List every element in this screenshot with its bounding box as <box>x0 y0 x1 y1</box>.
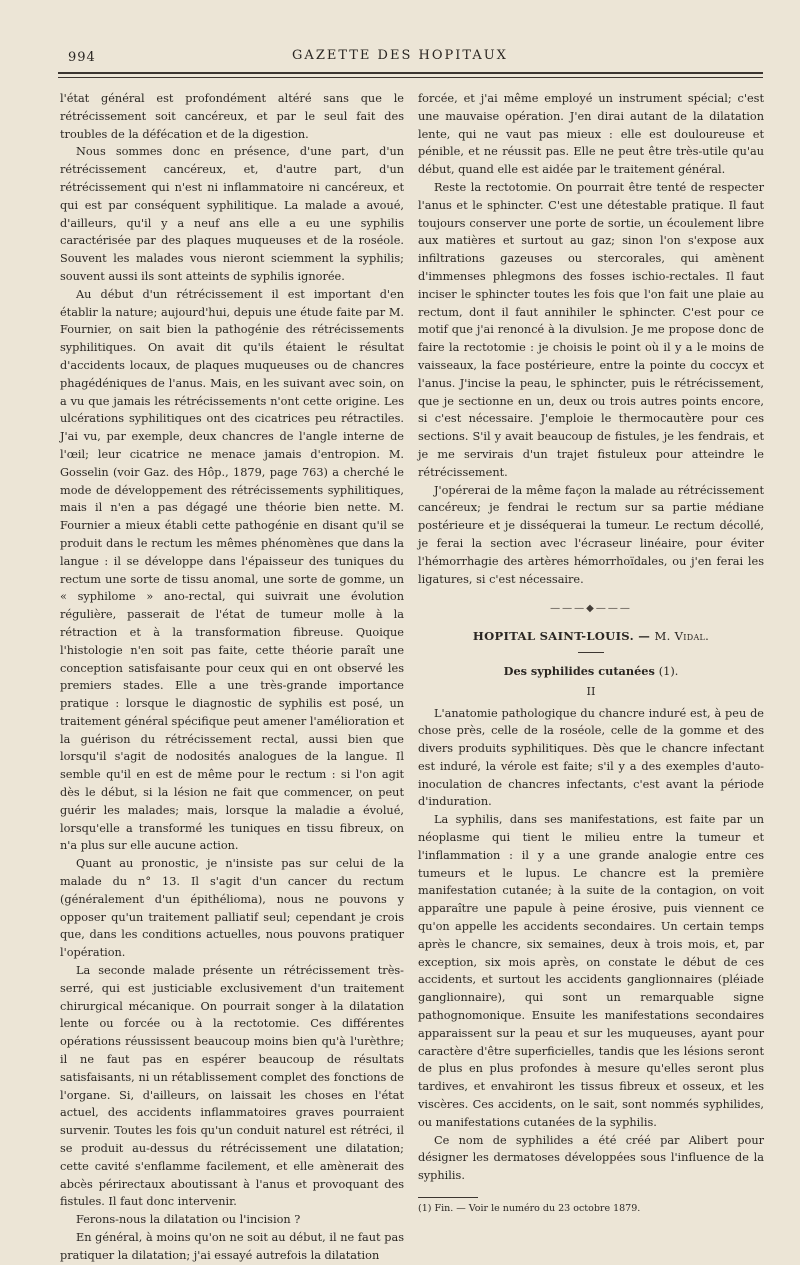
paragraph: Ce nom de syphilides a été créé par Alibert pour désigner les dermatoses développées sous l'influence de la syphilis. <box>418 1133 764 1183</box>
paragraph: L'anatomie pathologique du chancre induré est, à peu de chose près, celle de la roséole, celle de la gomme et des divers produits syphilitiques. Dès que le chancre infectant est induré, la vérole est faite; s'il y a des exemples d'auto-inoculation de chancres infectants, c'est avant la période d'induration. <box>418 706 764 809</box>
hospital-heading <box>418 628 764 646</box>
section-number: II <box>586 684 596 698</box>
page-number: 994 <box>68 50 96 65</box>
journal-title: GAZETTE DES HOPITAUX <box>292 48 508 63</box>
paragraph: Quant au pronostic, je n'insiste pas sur celui de la malade du n° 13. Il s'agit d'un cancer du rectum (généralement d'un épithélioma), nous ne pouvons y opposer qu'un traitement palliatif seul; cependant je crois que, dans les conditions actuelles, nous pouvons pratiquer l'opération. <box>60 857 404 960</box>
footnote: (1) Fin. — Voir le numéro du 23 octobre 1879. <box>418 1203 641 1215</box>
paragraph: La seconde malade présente un rétrécissement très-serré, qui est justiciable exclusivement d'un traitement chirurgical mécanique. On pourrait songer à la dilatation lente ou forcée ou à la rectotomie. Ces différentes opérations réussissent beaucoup moins bien qu'à l'urèthre; il ne faut pas en espérer beaucoup de résultats satisfaisants, ni un rétablissement complet des fonctions de l'organe. Si, d'ailleurs, on laissait les choses en l'état actuel, des accidents inflammatoires graves pourraient survenir. Toutes les fois qu'un conduit naturel est rétréci, il se produit au-dessus du rétrécissement une dilatation; cette cavité s'enflamme facilement, et elle amènerait des abcès périrectaux aboutissant à l'anus et provoquant des fistules. Il faut donc intervenir. <box>60 964 404 1209</box>
heading-rule <box>578 652 604 653</box>
paragraph: J'opérerai de la même façon la malade au rétrécissement cancéreux; je fendrai le rectum sur sa partie médiane postérieure et je disséquerai la tumeur. Le rectum décollé, je ferai la section avec l'écraseur linéaire, pour éviter l'hémorrhagie des artères hémorrhoïdales, ou j'en ferai les ligatures, si c'est nécessaire. <box>418 483 764 586</box>
hospital-professor: M. Vidal. <box>654 629 710 644</box>
paragraph: Reste la rectotomie. On pourrait être tenté de respecter l'anus et le sphincter. C'est une détestable pratique. Il faut toujours conserver une porte de sortie, un écoulement libre aux matières et surtout au gaz; sinon l'on s'expose aux infiltrations gazeuses ou stercorales, qui amènent d'immenses phlegmons des fosses ischio-rectales. Il faut inciser le sphincter toutes les fois que l'on fait une plaie au rectum, dont il faut annihiler le sphincter. C'est pour ce motif que j'ai renoncé à la divulsion. Je me propose donc de faire la rectotomie : je choisis le point où il y a le moins de vaisseaux, la face postérieure, entre la pointe du coccyx et l'anus. J'incise la peau, le sphincter, puis le rétrécissement, que je sectionne en un, deux ou trois autres points encore, si c'est nécessaire. J'emploie le thermocautère pour ces sections. S'il y avait beaucoup de fistules, je les fendrais, et je me servirais d'un trajet fistuleux pour atteindre le rétrécissement. <box>418 180 764 479</box>
paragraph: Nous sommes donc en présence, d'une part, d'un rétrécissement cancéreux, et, d'autre part, d'un rétrécissement qui n'est ni inflammatoire ni cancéreux, et qui est par conséquent syphilitique. La malade a avoué, d'ailleurs, qu'il y a neuf ans elle a eu une syphilis caractérisée par des plaques muqueuses et de la roséole. Souvent les malades vous nieront sciemment la syphilis; souvent aussi ils sont atteints de syphilis ignorée. <box>60 145 404 283</box>
paragraph: La syphilis, dans ses manifestations, est faite par un néoplasme qui tient le milieu entre la tumeur et l'inflammation : il y a une grande analogie entre ces tumeurs et le lupus. Le chancre est la première manifestation cutanée; à la suite de la contagion, on voit apparaître une papule à peine érosive, puis viennent ce qu'on appelle les accidents secondaires. Un certain temps après le chancre, six semaines, deux à trois mois, et, par exception, six mois après, on constate le début de ces accidents, et surtout les accidents ganglionnaires (pléiade ganglionnaire), qui sont un remarquable signe pathognomonique. Ensuite les manifestations secondaires apparaissent sur la peau et sur les muqueuses, ayant pour caractère d'être superficielles, tandis que les lésions seront de plus en plus profondes à mesure qu'elles seront plus tardives, et envahiront les tissus fibreux et osseux, et les viscères. Ces accidents, on le sait, sont nommés syphilides, ou manifestations cutanées de la syphilis. <box>418 813 764 1129</box>
section-separator: ———◆——— <box>550 603 632 615</box>
paragraph: En général, à moins qu'on ne soit au début, il ne faut pas pratiquer la dilatation; j'ai essayé autrefois la dilatation <box>60 1231 404 1262</box>
header-rule-thick <box>58 72 763 74</box>
paragraph: l'état général est profondément altéré sans que le rétrécissement soit cancéreux, et par le seul fait des troubles de la défécation et de la digestion. <box>60 92 404 141</box>
header-rule-thin <box>58 77 763 78</box>
paragraph: Au début d'un rétrécissement il est important d'en établir la nature; aujourd'hui, depuis une étude faite par M. Fournier, on sait bien la pathogénie des rétrécissements syphilitiques. On avait dit qu'ils étaient le résultat d'accidents locaux, de plaques muqueuses ou de chancres phagédéniques de l'anus. Mais, en les suivant avec soin, on a vu que jamais les rétrécissements n'ont cette origine. Les ulcérations syphilitiques ont des cicatrices peu rétractiles. J'ai vu, par exemple, deux chancres de l'angle interne de l'œil; leur cicatrice ne menace jamais d'entropion. M. Gosselin (voir Gaz. des Hôp., 1879, page 763) a cherché le mode de développement des rétrécissements syphilitiques, mais il n'en a pas dégagé une théorie bien nette. M. Fournier a mieux établi cette pathogénie en disant qu'il se produit dans le rectum les mêmes phénomènes que dans la langue : il se développe dans l'épaisseur des tuniques du rectum une sorte de tissu anomal, une sorte de gomme, un « syphilome » ano-rectal, qui suivrait une évolution régulière, passerait de l'état de tumeur molle à la rétraction et à la transformation fibreuse. Quoique l'histologie n'en soit pas faite, cette théorie paraît une conception satisfaisante pour ceux qui en ont observé les premiers stades. Elle a une très-grande importance pratique : lorsque le diagnostic de syphilis est posé, un traitement général spécifique peut amener l'amélioration et la guérison du rétrécissement rectal, aussi bien que lorsqu'il s'agit de nodosités analogues de la langue. Il semble qu'il en est de même pour le rectum : si l'on agit dès le début, si la lésion ne fait que commencer, on peut guérir les malades; mais, lorsque la maladie a évolué, lorsqu'elle a transformé les tuniques en tissu fibreux, on n'a plus sur elle aucune action. <box>60 287 404 853</box>
left-column <box>60 90 404 1265</box>
right-column <box>418 90 764 1216</box>
paragraph: Ferons-nous la dilatation ou l'incision ? <box>76 1213 301 1227</box>
hospital-name: HOPITAL SAINT-LOUIS. — <box>472 629 651 644</box>
article-title-footnote-ref: (1). <box>658 664 679 678</box>
article-title <box>418 663 764 681</box>
article-title-text: Des syphilides cutanées <box>503 663 655 678</box>
footnote-rule <box>418 1197 478 1198</box>
paragraph: forcée, et j'ai même employé un instrument spécial; c'est une mauvaise opération. J'en dirai autant de la dilatation lente, qui ne vaut pas mieux : elle est douloureuse et pénible, et ne réussit pas. Elle ne peut être très-utile qu'au début, quand elle est aidée par le traitement général. <box>418 92 764 177</box>
